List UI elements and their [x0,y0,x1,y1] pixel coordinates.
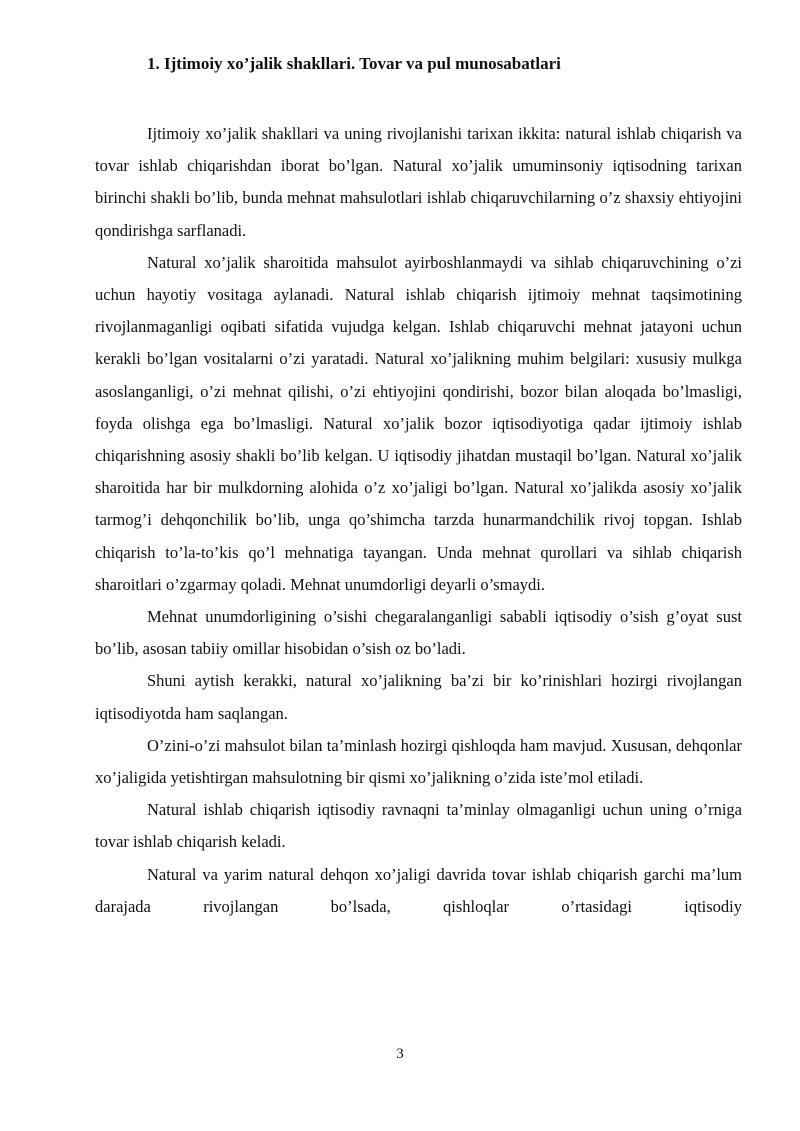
paragraph-5: O’zini-o’zi mahsulot bilan ta’minlash hozirgi qishloqda ham mavjud. Xususan, dehqonlar xo’jaligida yetishtirgan mahsulotning bir qismi xo’jalikning o’zida iste’mol etiladi. [95,735,742,788]
paragraph-1: Ijtimoiy xo’jalik shakllari va uning rivojlanishi tarixan ikkita: natural ishlab chiqarish va tovar ishlab chiqarishdan iborat bo’lgan. Natural xo’jalik umuminsoniy iqtisodning tarixan birinchi shakli bo’lib, bunda mehnat mahsulotlari ishlab chiqaruvchilarning o’z shaxsiy ehtiyojini qondirishga sarflanadi. [95,124,742,240]
document-page [95,52,742,923]
paragraph-7: Natural va yarim natural dehqon xo’jaligi davrida tovar ishlab chiqarish garchi ma’lum darajada rivojlangan bo’lsada, qishloqlar o’rtasidagi iqtisodiy [95,864,742,916]
page-number: 3 [396,1046,404,1062]
section-heading: 1. Ijtimoiy xo’jalik shakllari. Tovar va pul munosabatlari [147,54,561,73]
paragraph-2: Natural xo’jalik sharoitida mahsulot ayirboshlanmaydi va sihlab chiqaruvchining o’zi uchun hayotiy vositaga aylanadi. Natural ishlab chiqarish ijtimoiy mehnat taqsimotining rivojlanmaganligi oqibati sifatida vujudga kelgan. Ishlab chiqaruvchi mehnat jatayoni uchun kerakli bo’lgan vositalarni o’zi yaratadi. Natural xo’jalikning muhim belgilari: xususiy mulkga asoslanganligi, o’zi mehnat qilishi, o’zi ehtiyojini qondirishi, bozor bilan aloqada bo’lmasligi, foyda olishga ega bo’lmasligi. Natural xo’jalik bozor iqtisodiyotiga qadar ijtimoiy ishlab chiqarishning asosiy shakli bo’lib kelgan. U iqtisodiy jihatdan mustaqil bo’lgan. Natural xo’jalik sharoitida har bir mulkdorning alohida o’z xo’jaligi bo’lgan. Natural xo’jalikda asosiy xo’jalik tarmog’i dehqonchilik bo’lib, unga qo’shimcha tarzda hunarmandchilik rivoj topgan. Ishlab chiqarish to’la-to’kis qo’l mehnatiga tayangan. Unda mehnat qurollari va sihlab chiqarish sharoitlari o’zgarmay qoladi. Mehnat unumdorligi deyarli o’smaydi. [95,252,742,594]
paragraph-3: Mehnat unumdorligining o’sishi chegaralanganligi sababli iqtisodiy o’sish g’oyat sust bo’lib, asosan tabiiy omillar hisobidan o’sish oz bo’ladi. [95,607,742,659]
paragraph-4: Shuni aytish kerakki, natural xo’jalikning ba’zi bir ko’rinishlari hozirgi rivojlangan iqtisodiyotda ham saqlangan. [95,671,742,723]
paragraph-6: Natural ishlab chiqarish iqtisodiy ravnaqni ta’minlay olmaganligi uchun uning o’rniga tovar ishlab chiqarish keladi. [95,800,742,852]
